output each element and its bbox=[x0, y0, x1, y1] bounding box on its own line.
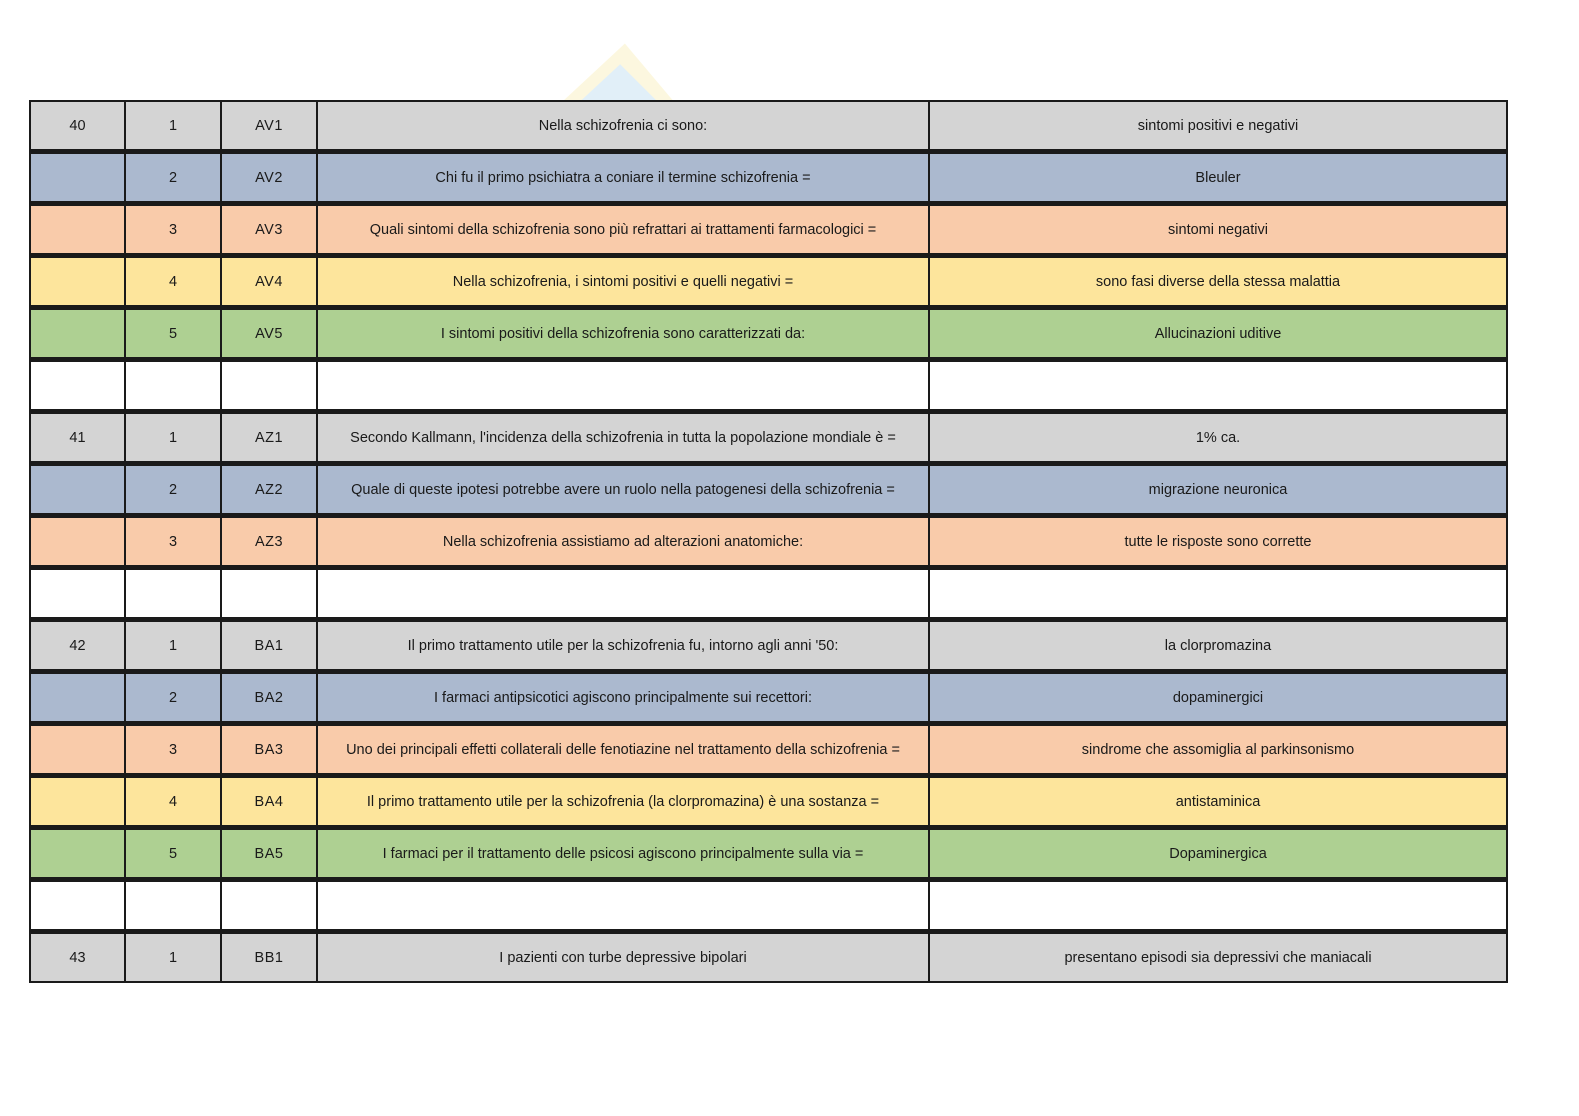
question-group-number bbox=[31, 151, 126, 203]
question-group-number bbox=[31, 255, 126, 307]
question-code: BA2 bbox=[222, 671, 318, 723]
answer-text: sintomi positivi e negativi bbox=[930, 102, 1506, 151]
question-group-number bbox=[31, 723, 126, 775]
question-text bbox=[318, 879, 930, 931]
question-code: BA5 bbox=[222, 827, 318, 879]
quiz-table bbox=[29, 100, 1508, 983]
question-code: BA4 bbox=[222, 775, 318, 827]
question-group-number: 42 bbox=[31, 619, 126, 671]
table-row bbox=[31, 671, 1506, 723]
question-text: I farmaci per il trattamento delle psicosi agiscono principalmente sulla via = bbox=[318, 827, 930, 879]
question-group-number bbox=[31, 307, 126, 359]
answer-text: sono fasi diverse della stessa malattia bbox=[930, 255, 1506, 307]
question-index: 5 bbox=[126, 307, 222, 359]
question-index bbox=[126, 567, 222, 619]
answer-text bbox=[930, 359, 1506, 411]
question-text: Nella schizofrenia, i sintomi positivi e quelli negativi = bbox=[318, 255, 930, 307]
question-index bbox=[126, 359, 222, 411]
table-row bbox=[31, 827, 1506, 879]
question-group-number bbox=[31, 359, 126, 411]
answer-text: sintomi negativi bbox=[930, 203, 1506, 255]
question-text: I farmaci antipsicotici agiscono principalmente sui recettori: bbox=[318, 671, 930, 723]
question-index: 3 bbox=[126, 515, 222, 567]
question-index: 1 bbox=[126, 102, 222, 151]
answer-text: sindrome che assomiglia al parkinsonismo bbox=[930, 723, 1506, 775]
answer-text: migrazione neuronica bbox=[930, 463, 1506, 515]
question-text: Quale di queste ipotesi potrebbe avere un ruolo nella patogenesi della schizofrenia = bbox=[318, 463, 930, 515]
table-row bbox=[31, 463, 1506, 515]
question-text: Uno dei principali effetti collaterali delle fenotiazine nel trattamento della schizofrenia = bbox=[318, 723, 930, 775]
question-code: AZ2 bbox=[222, 463, 318, 515]
question-text: Il primo trattamento utile per la schizofrenia fu, intorno agli anni '50: bbox=[318, 619, 930, 671]
question-code: BA1 bbox=[222, 619, 318, 671]
answer-text bbox=[930, 567, 1506, 619]
question-group-number: 40 bbox=[31, 102, 126, 151]
question-index: 1 bbox=[126, 411, 222, 463]
table-row bbox=[31, 411, 1506, 463]
table-row bbox=[31, 931, 1506, 981]
question-text: Il primo trattamento utile per la schizofrenia (la clorpromazina) è una sostanza = bbox=[318, 775, 930, 827]
question-index: 3 bbox=[126, 723, 222, 775]
table-row bbox=[31, 151, 1506, 203]
table-row bbox=[31, 515, 1506, 567]
question-group-number bbox=[31, 671, 126, 723]
question-code: AV5 bbox=[222, 307, 318, 359]
question-text: Chi fu il primo psichiatra a coniare il termine schizofrenia = bbox=[318, 151, 930, 203]
question-group-number bbox=[31, 203, 126, 255]
question-text bbox=[318, 359, 930, 411]
spacer-row bbox=[31, 359, 1506, 411]
answer-text: Allucinazioni uditive bbox=[930, 307, 1506, 359]
spacer-row bbox=[31, 567, 1506, 619]
table-row bbox=[31, 307, 1506, 359]
question-index: 2 bbox=[126, 671, 222, 723]
answer-text: antistaminica bbox=[930, 775, 1506, 827]
answer-text bbox=[930, 879, 1506, 931]
question-code: BB1 bbox=[222, 931, 318, 981]
question-group-number bbox=[31, 463, 126, 515]
question-index: 3 bbox=[126, 203, 222, 255]
question-group-number bbox=[31, 775, 126, 827]
question-text: I sintomi positivi della schizofrenia sono caratterizzati da: bbox=[318, 307, 930, 359]
question-group-number: 41 bbox=[31, 411, 126, 463]
question-code: AV4 bbox=[222, 255, 318, 307]
question-code bbox=[222, 879, 318, 931]
answer-text: 1% ca. bbox=[930, 411, 1506, 463]
question-code: BA3 bbox=[222, 723, 318, 775]
table-row bbox=[31, 775, 1506, 827]
question-index: 4 bbox=[126, 775, 222, 827]
question-index: 2 bbox=[126, 463, 222, 515]
question-code: AV1 bbox=[222, 102, 318, 151]
question-code bbox=[222, 359, 318, 411]
question-code: AZ1 bbox=[222, 411, 318, 463]
spacer-row bbox=[31, 879, 1506, 931]
question-code: AV2 bbox=[222, 151, 318, 203]
table-row bbox=[31, 255, 1506, 307]
question-index bbox=[126, 879, 222, 931]
question-index: 1 bbox=[126, 619, 222, 671]
question-text: Nella schizofrenia ci sono: bbox=[318, 102, 930, 151]
question-group-number: 43 bbox=[31, 931, 126, 981]
question-code bbox=[222, 567, 318, 619]
question-index: 2 bbox=[126, 151, 222, 203]
question-group-number bbox=[31, 879, 126, 931]
question-code: AV3 bbox=[222, 203, 318, 255]
question-text: Nella schizofrenia assistiamo ad alterazioni anatomiche: bbox=[318, 515, 930, 567]
answer-text: dopaminergici bbox=[930, 671, 1506, 723]
question-group-number bbox=[31, 515, 126, 567]
question-text bbox=[318, 567, 930, 619]
answer-text: Bleuler bbox=[930, 151, 1506, 203]
table-row bbox=[31, 723, 1506, 775]
question-text: I pazienti con turbe depressive bipolari bbox=[318, 931, 930, 981]
question-text: Secondo Kallmann, l'incidenza della schizofrenia in tutta la popolazione mondiale è = bbox=[318, 411, 930, 463]
question-code: AZ3 bbox=[222, 515, 318, 567]
question-text: Quali sintomi della schizofrenia sono più refrattari ai trattamenti farmacologici = bbox=[318, 203, 930, 255]
table-row bbox=[31, 619, 1506, 671]
table-row bbox=[31, 203, 1506, 255]
answer-text: la clorpromazina bbox=[930, 619, 1506, 671]
question-group-number bbox=[31, 567, 126, 619]
answer-text: tutte le risposte sono corrette bbox=[930, 515, 1506, 567]
question-index: 1 bbox=[126, 931, 222, 981]
answer-text: Dopaminergica bbox=[930, 827, 1506, 879]
answer-text: presentano episodi sia depressivi che maniacali bbox=[930, 931, 1506, 981]
question-index: 4 bbox=[126, 255, 222, 307]
question-group-number bbox=[31, 827, 126, 879]
question-index: 5 bbox=[126, 827, 222, 879]
table-row bbox=[31, 102, 1506, 151]
